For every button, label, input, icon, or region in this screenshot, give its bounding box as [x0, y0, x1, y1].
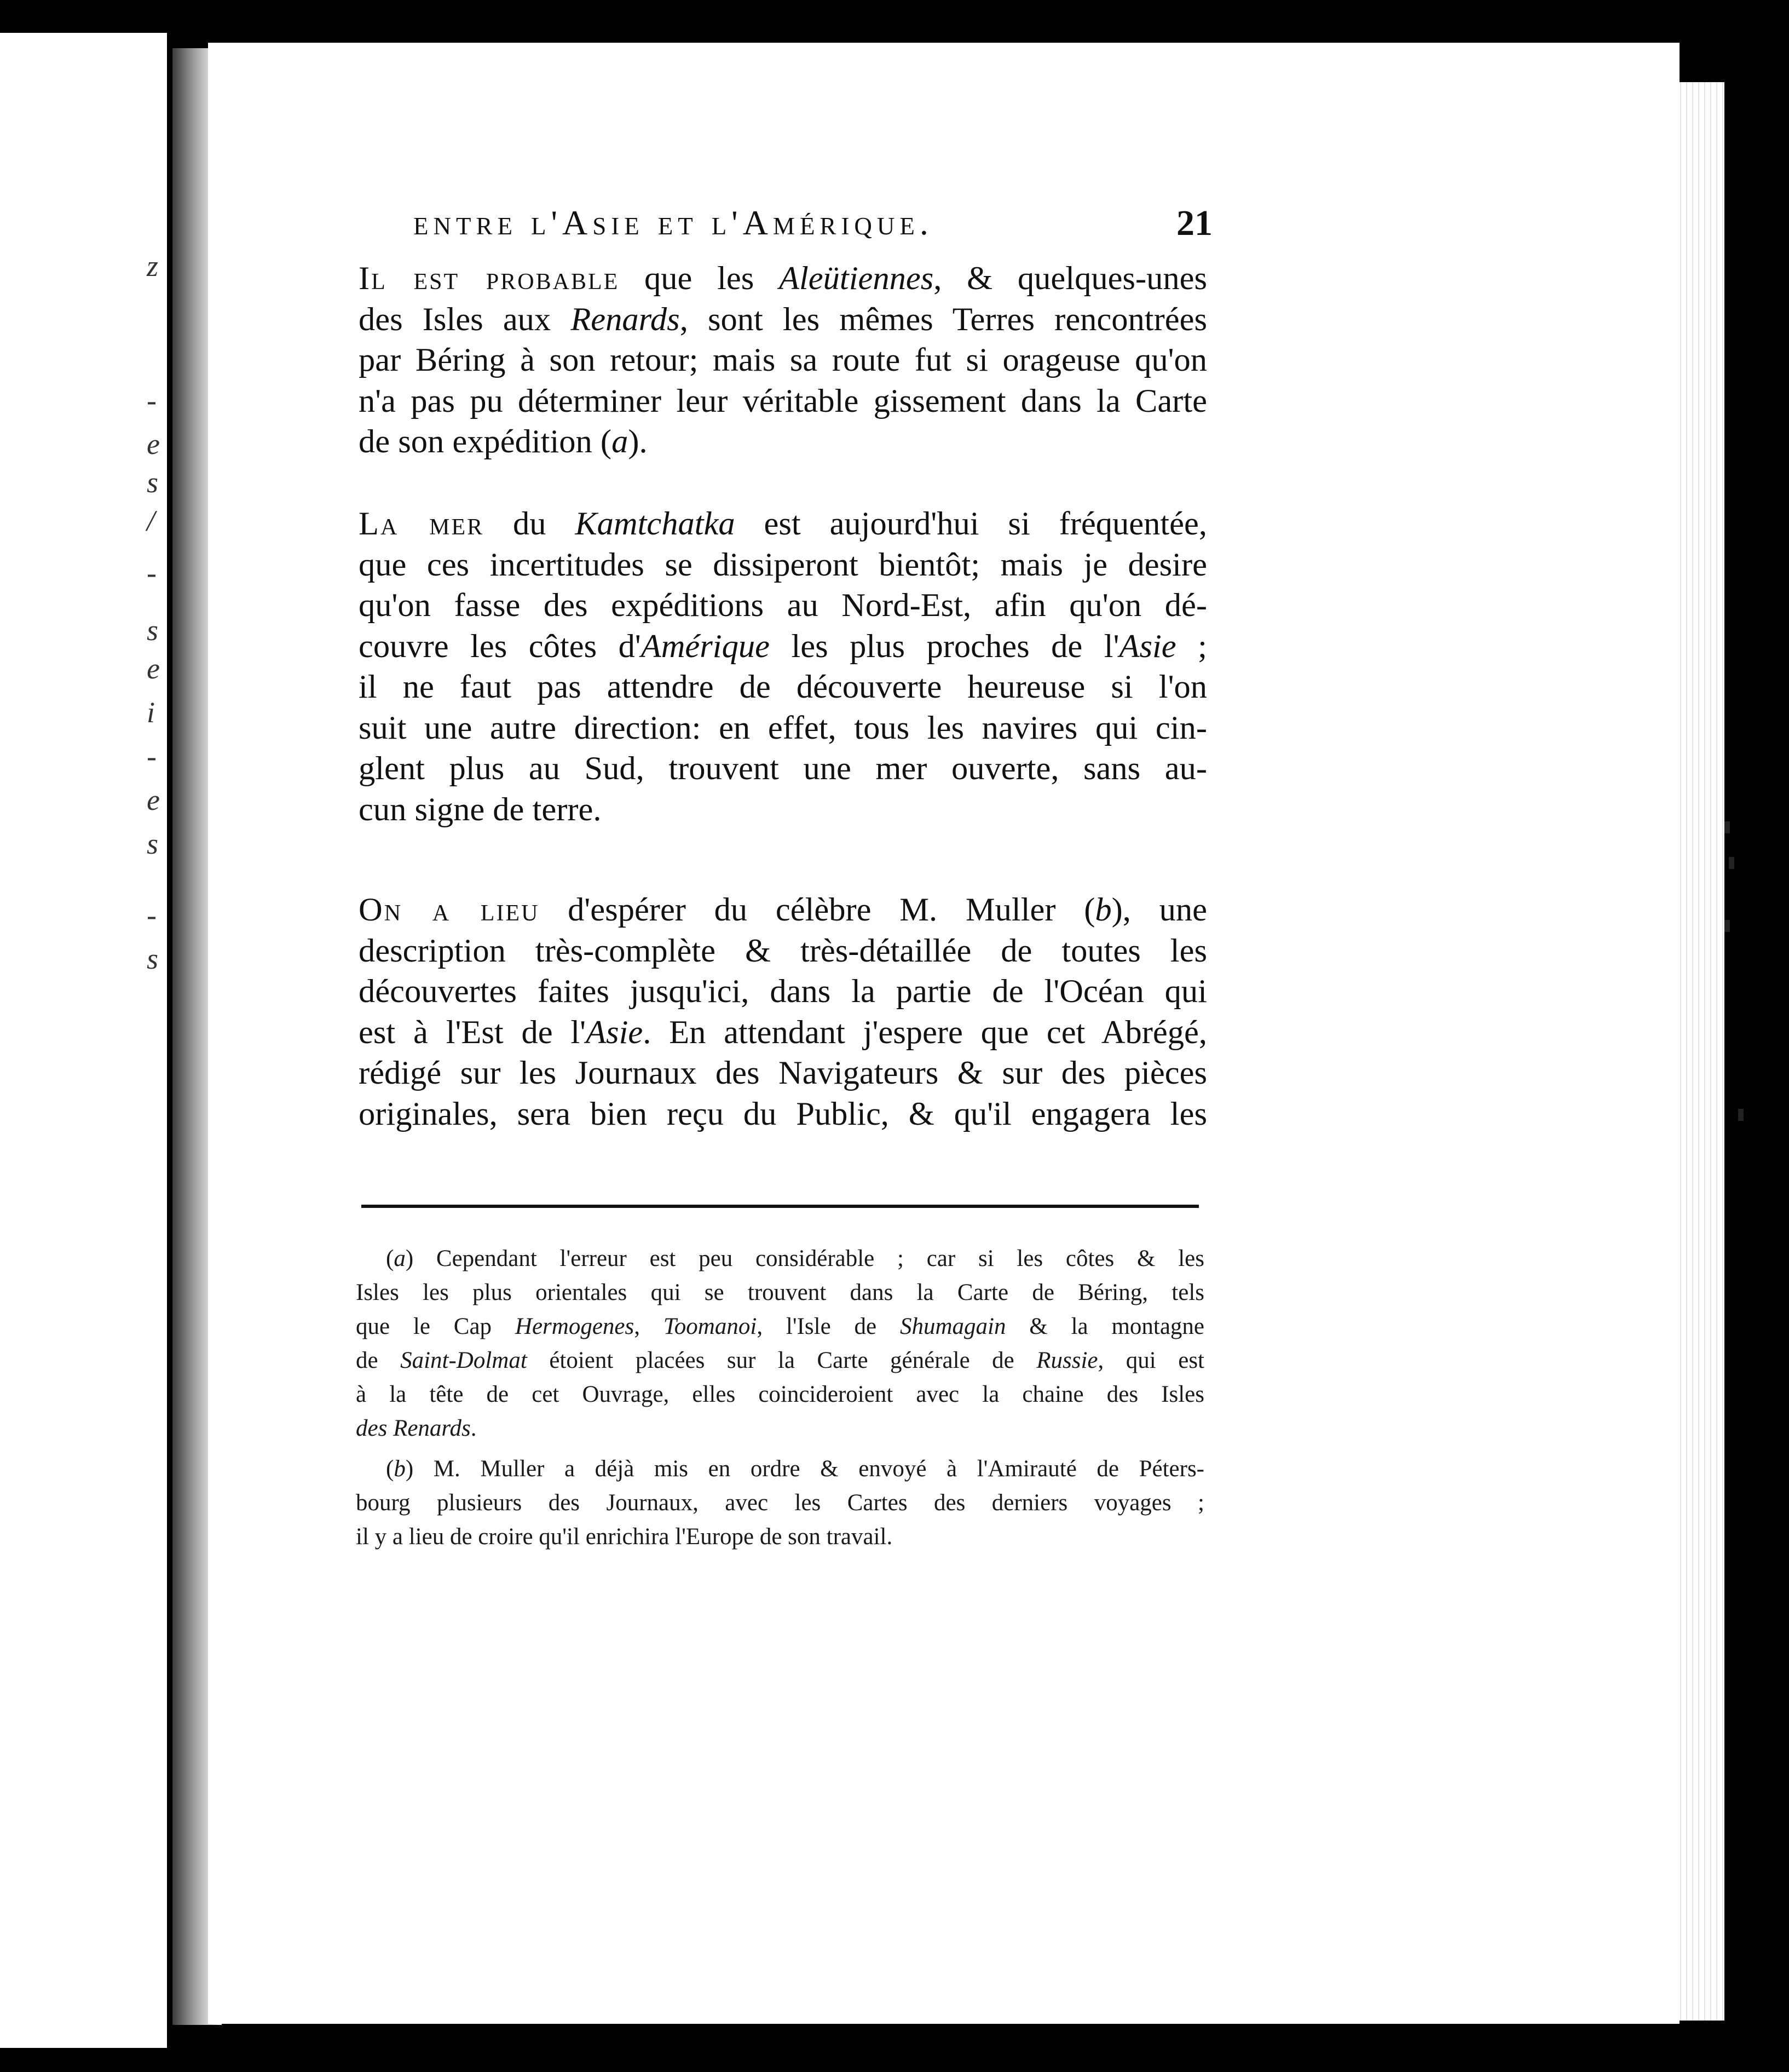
margin-glyph: /	[147, 504, 155, 537]
text-line: il ne faut pas attendre de découverte heureuse si l'on	[359, 669, 1207, 705]
running-head-title: entre l'Asie et l'Amérique.	[413, 203, 933, 242]
footnote-b	[356, 1452, 1204, 1554]
text-line: à la tête de cet Ouvrage, elles coincideroient avec la chaine des Isles	[356, 1382, 1204, 1407]
margin-glyph: -	[147, 740, 157, 773]
text-line: (a) Cependant l'erreur est peu considérable ; car si les côtes & les	[386, 1246, 1204, 1271]
margin-glyph: i	[147, 696, 155, 729]
text-line: cun signe de terre.	[359, 791, 602, 828]
text-line: des Renards.	[356, 1415, 477, 1441]
text-line: La mer du Kamtchatka est aujourd'hui si fréquentée,	[359, 505, 1207, 542]
paragraph-2	[359, 504, 1207, 830]
text-line: Il est probable que les Aleütiennes, & quelques-unes	[359, 260, 1208, 297]
text-line: rédigé sur les Journaux des Navigateurs & sur des pièces	[359, 1055, 1207, 1091]
text-line: par Béring à son retour; mais sa route fut si orageuse qu'on	[359, 342, 1207, 378]
margin-glyph: s	[147, 942, 159, 975]
margin-glyph: -	[147, 899, 157, 931]
text-line: couvre les côtes d'Amérique les plus proches de l'Asie ;	[359, 628, 1207, 665]
margin-glyph: s	[147, 466, 159, 499]
margin-glyph: e	[147, 652, 160, 685]
text-line: il y a lieu de croire qu'il enrichira l'Europe de son travail.	[356, 1524, 893, 1550]
text-line: On a lieu d'espérer du célèbre M. Muller (b), une	[359, 891, 1208, 928]
text-line: glent plus au Sud, trouvent une mer ouverte, sans au-	[359, 750, 1207, 787]
paragraph-1	[359, 258, 1207, 463]
text-line: est à l'Est de l'Asie. En attendant j'espere que cet Abrégé,	[359, 1014, 1207, 1051]
margin-glyph: e	[147, 428, 160, 461]
footnote-rule	[361, 1205, 1199, 1208]
text-line: bourg plusieurs des Journaux, avec les Cartes des derniers voyages ;	[356, 1490, 1204, 1516]
page-number: 21	[1176, 203, 1213, 243]
facing-page-fragment	[0, 33, 167, 2048]
text-line: découvertes faites jusqu'ici, dans la partie de l'Océan qui	[359, 973, 1207, 1010]
running-head	[413, 203, 1213, 252]
text-line: des Isles aux Renards, sont les mêmes Terres rencontrées	[359, 301, 1207, 338]
margin-glyph: s	[147, 614, 159, 647]
text-line: description très-complète & très-détaillée de toutes les	[359, 932, 1207, 969]
text-line: (b) M. Muller a déjà mis en ordre & envoyé à l'Amirauté de Péters-	[386, 1456, 1204, 1482]
paragraph-3	[359, 890, 1207, 1135]
text-line: de son expédition (a).	[359, 423, 648, 460]
footnote-a	[356, 1242, 1204, 1446]
text-line: que le Cap Hermogenes, Toomanoi, l'Isle de Shumagain & la montagne	[356, 1314, 1205, 1339]
text-line: n'a pas pu déterminer leur véritable gissement dans la Carte	[359, 382, 1207, 419]
text-line: de Saint-Dolmat étoient placées sur la Carte générale de Russie, qui est	[356, 1348, 1204, 1373]
margin-glyph: e	[147, 784, 160, 816]
page-edges	[1675, 82, 1724, 2021]
text-line: originales, sera bien reçu du Public, & qu'il engagera les	[359, 1095, 1207, 1132]
margin-glyph: -	[147, 384, 157, 417]
margin-glyph: -	[147, 556, 157, 589]
margin-glyph: s	[147, 827, 159, 860]
text-line: qu'on fasse des expéditions au Nord-Est, afin qu'on dé-	[359, 587, 1207, 624]
margin-glyph: z	[147, 250, 159, 283]
text-line: Isles les plus orientales qui se trouvent dans la Carte de Béring, tels	[356, 1280, 1204, 1305]
text-line: suit une autre direction: en effet, tous les navires qui cin-	[359, 709, 1207, 746]
text-line: que ces incertitudes se dissiperont bientôt; mais je desire	[359, 546, 1207, 583]
